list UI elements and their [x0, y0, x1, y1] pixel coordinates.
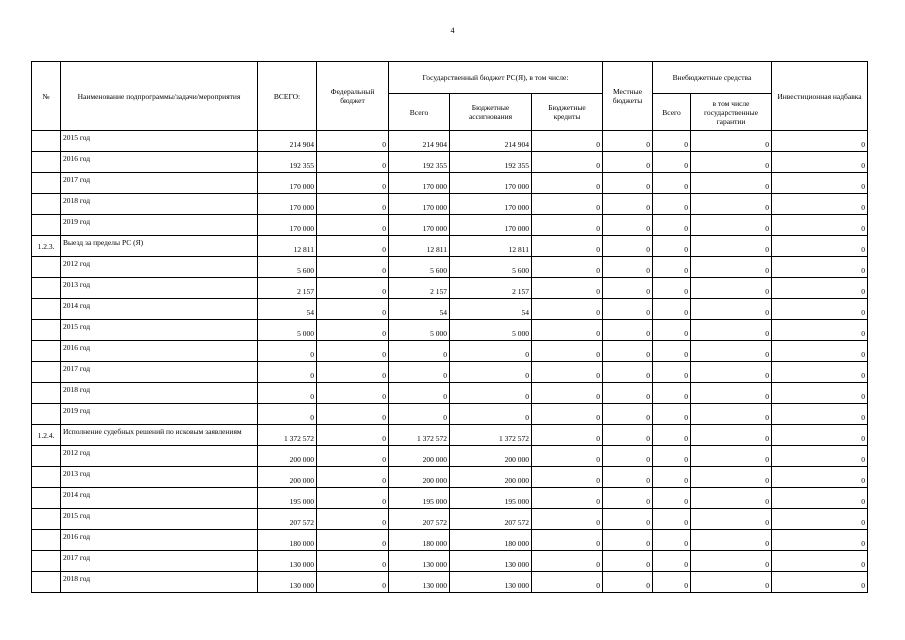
cell-total: 130 000: [258, 572, 317, 593]
table-row: [32, 467, 868, 488]
cell-local: 0: [603, 488, 653, 509]
cell-extra-guarantees: 0: [691, 530, 772, 551]
cell-no: [32, 257, 61, 278]
cell-investment: 0: [772, 467, 868, 488]
cell-state-total: 1 372 572: [389, 425, 450, 446]
budget-table: [31, 61, 868, 593]
cell-federal: 0: [317, 152, 389, 173]
cell-no: 1.2.4.: [32, 425, 61, 446]
cell-investment: 0: [772, 299, 868, 320]
cell-state-allocations: 170 000: [450, 215, 532, 236]
cell-name: 2013 год: [61, 467, 258, 488]
cell-no: [32, 341, 61, 362]
cell-investment: 0: [772, 257, 868, 278]
cell-extra-total: 0: [653, 257, 691, 278]
cell-no: [32, 509, 61, 530]
cell-local: 0: [603, 341, 653, 362]
cell-local: 0: [603, 446, 653, 467]
cell-federal: 0: [317, 362, 389, 383]
table-row: [32, 236, 868, 257]
cell-local: 0: [603, 152, 653, 173]
table-row: [32, 320, 868, 341]
cell-local: 0: [603, 551, 653, 572]
cell-state-credits: 0: [532, 173, 603, 194]
cell-no: [32, 551, 61, 572]
cell-investment: 0: [772, 173, 868, 194]
header-state-budget: Государственный бюджет РС(Я), в том числе:: [389, 62, 603, 94]
cell-state-total: 54: [389, 299, 450, 320]
cell-state-credits: 0: [532, 362, 603, 383]
cell-extra-total: 0: [653, 467, 691, 488]
cell-federal: 0: [317, 194, 389, 215]
cell-investment: 0: [772, 425, 868, 446]
cell-federal: 0: [317, 341, 389, 362]
cell-total: 1 372 572: [258, 425, 317, 446]
cell-extra-guarantees: 0: [691, 236, 772, 257]
cell-extra-guarantees: 0: [691, 278, 772, 299]
cell-investment: 0: [772, 404, 868, 425]
cell-state-credits: 0: [532, 383, 603, 404]
cell-investment: 0: [772, 320, 868, 341]
cell-state-allocations: 0: [450, 362, 532, 383]
cell-extra-guarantees: 0: [691, 404, 772, 425]
cell-investment: 0: [772, 362, 868, 383]
cell-no: [32, 467, 61, 488]
cell-no: [32, 530, 61, 551]
page-number: 4: [450, 26, 455, 35]
cell-total: 0: [258, 404, 317, 425]
cell-state-credits: 0: [532, 215, 603, 236]
cell-state-total: 130 000: [389, 572, 450, 593]
table-body: [32, 131, 868, 593]
cell-state-total: 130 000: [389, 551, 450, 572]
cell-total: 207 572: [258, 509, 317, 530]
cell-extra-guarantees: 0: [691, 299, 772, 320]
cell-federal: 0: [317, 530, 389, 551]
cell-name: 2017 год: [61, 362, 258, 383]
cell-state-credits: 0: [532, 488, 603, 509]
cell-investment: 0: [772, 152, 868, 173]
cell-extra-guarantees: 0: [691, 488, 772, 509]
cell-investment: 0: [772, 551, 868, 572]
cell-local: 0: [603, 572, 653, 593]
cell-name: 2012 год: [61, 446, 258, 467]
cell-extra-total: 0: [653, 362, 691, 383]
cell-no: [32, 215, 61, 236]
table-row: [32, 215, 868, 236]
cell-investment: 0: [772, 278, 868, 299]
cell-federal: 0: [317, 299, 389, 320]
cell-state-total: 200 000: [389, 446, 450, 467]
cell-total: 192 355: [258, 152, 317, 173]
cell-state-credits: 0: [532, 551, 603, 572]
cell-state-total: 0: [389, 341, 450, 362]
cell-no: [32, 131, 61, 152]
cell-state-allocations: 1 372 572: [450, 425, 532, 446]
cell-extra-total: 0: [653, 236, 691, 257]
cell-state-allocations: 192 355: [450, 152, 532, 173]
cell-extra-guarantees: 0: [691, 257, 772, 278]
cell-state-total: 0: [389, 383, 450, 404]
cell-name: 2018 год: [61, 572, 258, 593]
cell-extra-total: 0: [653, 278, 691, 299]
cell-extra-guarantees: 0: [691, 152, 772, 173]
cell-local: 0: [603, 383, 653, 404]
cell-state-total: 200 000: [389, 467, 450, 488]
cell-name: 2013 год: [61, 278, 258, 299]
cell-state-total: 0: [389, 404, 450, 425]
header-no: №: [32, 62, 61, 131]
cell-federal: 0: [317, 404, 389, 425]
table-row: [32, 530, 868, 551]
header-investment: Инвестиционная надбавка: [772, 62, 868, 131]
table-row: [32, 551, 868, 572]
header-state-credits: Бюджетные кредиты: [532, 94, 603, 131]
cell-investment: 0: [772, 572, 868, 593]
table-row: [32, 425, 868, 446]
cell-no: [32, 362, 61, 383]
cell-extra-total: 0: [653, 509, 691, 530]
cell-total: 214 904: [258, 131, 317, 152]
cell-extra-total: 0: [653, 131, 691, 152]
cell-no: [32, 572, 61, 593]
cell-extra-total: 0: [653, 194, 691, 215]
cell-federal: 0: [317, 488, 389, 509]
cell-total: 200 000: [258, 446, 317, 467]
cell-state-allocations: 5 600: [450, 257, 532, 278]
cell-state-allocations: 12 811: [450, 236, 532, 257]
cell-total: 2 157: [258, 278, 317, 299]
cell-extra-total: 0: [653, 551, 691, 572]
cell-total: 180 000: [258, 530, 317, 551]
table-row: [32, 257, 868, 278]
cell-state-allocations: 5 000: [450, 320, 532, 341]
cell-extra-guarantees: 0: [691, 362, 772, 383]
cell-investment: 0: [772, 131, 868, 152]
table-row: [32, 131, 868, 152]
cell-investment: 0: [772, 341, 868, 362]
cell-state-allocations: 0: [450, 404, 532, 425]
table-row: [32, 278, 868, 299]
cell-local: 0: [603, 530, 653, 551]
cell-local: 0: [603, 215, 653, 236]
cell-name: 2016 год: [61, 152, 258, 173]
cell-total: 5 000: [258, 320, 317, 341]
cell-state-allocations: 180 000: [450, 530, 532, 551]
cell-name: 2015 год: [61, 131, 258, 152]
cell-state-total: 170 000: [389, 215, 450, 236]
header-extra-guarantees: в том числе государственные гарантии: [691, 94, 772, 131]
table-row: [32, 173, 868, 194]
header-federal: Федеральный бюджет: [317, 62, 389, 131]
cell-no: [32, 488, 61, 509]
cell-extra-total: 0: [653, 341, 691, 362]
cell-state-credits: 0: [532, 404, 603, 425]
cell-investment: 0: [772, 236, 868, 257]
cell-extra-guarantees: 0: [691, 425, 772, 446]
cell-total: 130 000: [258, 551, 317, 572]
cell-federal: 0: [317, 173, 389, 194]
cell-total: 170 000: [258, 215, 317, 236]
cell-state-total: 12 811: [389, 236, 450, 257]
cell-federal: 0: [317, 509, 389, 530]
cell-state-total: 5 000: [389, 320, 450, 341]
cell-state-credits: 0: [532, 236, 603, 257]
cell-name: 2017 год: [61, 551, 258, 572]
table-row: [32, 509, 868, 530]
cell-state-allocations: 130 000: [450, 572, 532, 593]
cell-federal: 0: [317, 257, 389, 278]
cell-total: 0: [258, 341, 317, 362]
cell-state-credits: 0: [532, 152, 603, 173]
table-row: [32, 488, 868, 509]
cell-investment: 0: [772, 530, 868, 551]
cell-investment: 0: [772, 194, 868, 215]
cell-extra-guarantees: 0: [691, 551, 772, 572]
cell-federal: 0: [317, 425, 389, 446]
table-row: [32, 299, 868, 320]
cell-local: 0: [603, 299, 653, 320]
cell-no: [32, 194, 61, 215]
cell-name: Исполнение судебных решений по исковым заявлениям: [61, 425, 258, 446]
cell-extra-guarantees: 0: [691, 194, 772, 215]
cell-state-allocations: 0: [450, 383, 532, 404]
cell-investment: 0: [772, 383, 868, 404]
cell-total: 54: [258, 299, 317, 320]
cell-name: 2012 год: [61, 257, 258, 278]
cell-federal: 0: [317, 278, 389, 299]
header-total: ВСЕГО:: [258, 62, 317, 131]
cell-state-total: 2 157: [389, 278, 450, 299]
cell-name: Выезд за пределы РС (Я): [61, 236, 258, 257]
cell-state-allocations: 130 000: [450, 551, 532, 572]
cell-extra-guarantees: 0: [691, 467, 772, 488]
cell-total: 200 000: [258, 467, 317, 488]
cell-local: 0: [603, 467, 653, 488]
cell-state-credits: 0: [532, 446, 603, 467]
table-row: [32, 362, 868, 383]
cell-local: 0: [603, 320, 653, 341]
cell-local: 0: [603, 404, 653, 425]
cell-state-credits: 0: [532, 257, 603, 278]
cell-no: [32, 278, 61, 299]
cell-extra-guarantees: 0: [691, 173, 772, 194]
cell-state-total: 214 904: [389, 131, 450, 152]
cell-local: 0: [603, 425, 653, 446]
cell-federal: 0: [317, 320, 389, 341]
cell-state-total: 5 600: [389, 257, 450, 278]
cell-extra-guarantees: 0: [691, 341, 772, 362]
cell-state-credits: 0: [532, 194, 603, 215]
cell-extra-total: 0: [653, 446, 691, 467]
cell-name: 2016 год: [61, 341, 258, 362]
cell-investment: 0: [772, 446, 868, 467]
cell-state-credits: 0: [532, 299, 603, 320]
cell-no: [32, 320, 61, 341]
cell-extra-total: 0: [653, 320, 691, 341]
cell-federal: 0: [317, 572, 389, 593]
cell-extra-total: 0: [653, 425, 691, 446]
cell-extra-guarantees: 0: [691, 320, 772, 341]
cell-investment: 0: [772, 215, 868, 236]
cell-state-credits: 0: [532, 320, 603, 341]
cell-state-total: 207 572: [389, 509, 450, 530]
header-extra-total: Всего: [653, 94, 691, 131]
header-state-allocations: Бюджетные ассигнования: [450, 94, 532, 131]
cell-local: 0: [603, 131, 653, 152]
cell-state-allocations: 200 000: [450, 467, 532, 488]
cell-extra-guarantees: 0: [691, 446, 772, 467]
table-row: [32, 572, 868, 593]
cell-extra-guarantees: 0: [691, 383, 772, 404]
cell-state-allocations: 170 000: [450, 173, 532, 194]
cell-extra-total: 0: [653, 404, 691, 425]
cell-state-credits: 0: [532, 467, 603, 488]
cell-federal: 0: [317, 467, 389, 488]
cell-state-total: 170 000: [389, 194, 450, 215]
cell-state-credits: 0: [532, 509, 603, 530]
cell-extra-total: 0: [653, 215, 691, 236]
cell-state-allocations: 214 904: [450, 131, 532, 152]
cell-extra-total: 0: [653, 299, 691, 320]
cell-state-total: 0: [389, 362, 450, 383]
cell-total: 0: [258, 362, 317, 383]
cell-total: 195 000: [258, 488, 317, 509]
cell-state-allocations: 0: [450, 341, 532, 362]
cell-total: 5 600: [258, 257, 317, 278]
cell-name: 2015 год: [61, 509, 258, 530]
cell-state-credits: 0: [532, 341, 603, 362]
cell-state-credits: 0: [532, 530, 603, 551]
cell-state-credits: 0: [532, 425, 603, 446]
cell-state-credits: 0: [532, 278, 603, 299]
cell-local: 0: [603, 173, 653, 194]
cell-name: 2019 год: [61, 215, 258, 236]
cell-federal: 0: [317, 131, 389, 152]
cell-state-credits: 0: [532, 572, 603, 593]
cell-federal: 0: [317, 236, 389, 257]
header-local: Местные бюджеты: [603, 62, 653, 131]
cell-no: [32, 173, 61, 194]
cell-investment: 0: [772, 509, 868, 530]
cell-state-allocations: 170 000: [450, 194, 532, 215]
cell-local: 0: [603, 362, 653, 383]
header-state-total: Всего: [389, 94, 450, 131]
cell-no: 1.2.3.: [32, 236, 61, 257]
header-extrabudget: Внебюджетные средства: [653, 62, 772, 94]
table-row: [32, 404, 868, 425]
cell-name: 2017 год: [61, 173, 258, 194]
cell-local: 0: [603, 278, 653, 299]
cell-name: 2019 год: [61, 404, 258, 425]
table-header: [32, 62, 868, 131]
cell-extra-total: 0: [653, 173, 691, 194]
cell-state-allocations: 200 000: [450, 446, 532, 467]
cell-state-total: 192 355: [389, 152, 450, 173]
cell-state-allocations: 195 000: [450, 488, 532, 509]
cell-extra-total: 0: [653, 383, 691, 404]
cell-extra-total: 0: [653, 488, 691, 509]
table-row: [32, 152, 868, 173]
cell-total: 12 811: [258, 236, 317, 257]
cell-no: [32, 299, 61, 320]
cell-name: 2016 год: [61, 530, 258, 551]
cell-local: 0: [603, 257, 653, 278]
table-row: [32, 383, 868, 404]
header-name: Наименование подпрограммы/задачи/мероприятия: [61, 62, 258, 131]
cell-extra-guarantees: 0: [691, 572, 772, 593]
cell-name: 2014 год: [61, 488, 258, 509]
cell-federal: 0: [317, 383, 389, 404]
cell-extra-total: 0: [653, 152, 691, 173]
cell-name: 2014 год: [61, 299, 258, 320]
cell-name: 2018 год: [61, 383, 258, 404]
cell-federal: 0: [317, 215, 389, 236]
cell-no: [32, 152, 61, 173]
table-row: [32, 341, 868, 362]
cell-state-allocations: 2 157: [450, 278, 532, 299]
cell-extra-total: 0: [653, 530, 691, 551]
cell-local: 0: [603, 509, 653, 530]
cell-extra-total: 0: [653, 572, 691, 593]
cell-no: [32, 383, 61, 404]
cell-state-total: 195 000: [389, 488, 450, 509]
cell-total: 0: [258, 383, 317, 404]
cell-state-credits: 0: [532, 131, 603, 152]
cell-name: 2015 год: [61, 320, 258, 341]
cell-state-total: 170 000: [389, 173, 450, 194]
cell-investment: 0: [772, 488, 868, 509]
cell-state-allocations: 207 572: [450, 509, 532, 530]
cell-federal: 0: [317, 551, 389, 572]
cell-total: 170 000: [258, 173, 317, 194]
cell-local: 0: [603, 194, 653, 215]
cell-no: [32, 404, 61, 425]
cell-no: [32, 446, 61, 467]
cell-name: 2018 год: [61, 194, 258, 215]
cell-state-total: 180 000: [389, 530, 450, 551]
cell-federal: 0: [317, 446, 389, 467]
cell-extra-guarantees: 0: [691, 131, 772, 152]
cell-total: 170 000: [258, 194, 317, 215]
cell-extra-guarantees: 0: [691, 215, 772, 236]
cell-local: 0: [603, 236, 653, 257]
table-row: [32, 446, 868, 467]
cell-extra-guarantees: 0: [691, 509, 772, 530]
cell-state-allocations: 54: [450, 299, 532, 320]
table-row: [32, 194, 868, 215]
